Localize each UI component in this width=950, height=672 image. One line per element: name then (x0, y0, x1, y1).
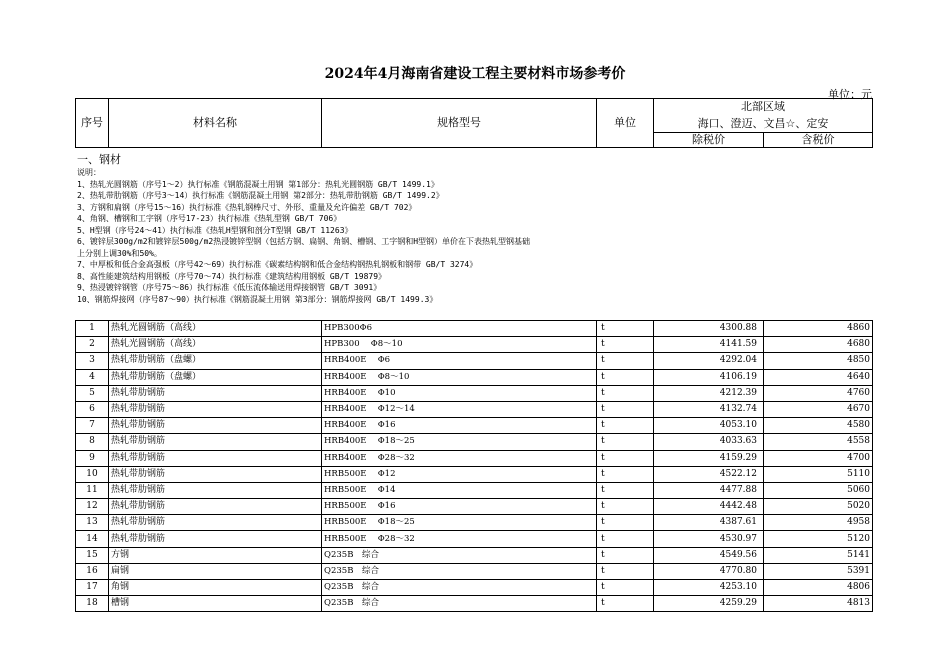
row-price-inc-tax: 5060 (764, 482, 873, 498)
row-spec: HRB400E Φ16 (322, 418, 597, 434)
row-price-inc-tax: 5141 (764, 547, 873, 563)
row-spec: HRB400E Φ28～32 (322, 450, 597, 466)
row-seq: 14 (76, 531, 109, 547)
row-unit: t (597, 418, 654, 434)
row-unit: t (597, 353, 654, 369)
header-seq: 序号 (76, 99, 109, 148)
note-line: 4、角钢、槽钢和工字钢（序号17-23）执行标准《热轧型钢 GB/T 706》 (77, 214, 342, 223)
row-name: 热轧带肋钢筋 (109, 418, 322, 434)
page-title: 2024年4月海南省建设工程主要材料市场参考价 (324, 66, 626, 82)
row-price-inc-tax: 4813 (764, 596, 873, 612)
row-price-inc-tax: 4806 (764, 580, 873, 596)
row-unit: t (597, 401, 654, 417)
row-seq: 11 (76, 482, 109, 498)
note-line: 6、镀锌层300g/m2和镀锌层500g/m2热浸镀锌型钢（包括方钢、扁钢、角钢、槽钢、工字钢和H型钢）单价在下表热轧型钢基础 (77, 237, 531, 246)
row-price-inc-tax: 4680 (764, 337, 873, 353)
row-seq: 9 (76, 450, 109, 466)
row-price-inc-tax: 4580 (764, 418, 873, 434)
row-spec: HRB400E Φ6 (322, 353, 597, 369)
row-unit: t (597, 385, 654, 401)
table-row (76, 401, 873, 417)
note-line: 10、钢筋焊接网（序号87～90）执行标准《钢筋混凝土用钢 第3部分：钢筋焊接网 GB/T 1499.3》 (77, 294, 438, 304)
price-table (75, 320, 873, 612)
row-name: 热轧光圆钢筋（高线） (109, 321, 322, 337)
header-region-cities: 海口、澄迈、文昌☆、定安 (654, 116, 873, 133)
notes-block (77, 167, 677, 305)
row-price-inc-tax: 4860 (764, 321, 873, 337)
row-seq: 7 (76, 418, 109, 434)
row-spec: HRB500E Φ16 (322, 499, 597, 515)
table-row (76, 580, 873, 596)
note-line: 1、热轧光圆钢筋（序号1～2）执行标准《钢筋混凝土用钢 第1部分：热轧光圆钢筋 GB/T 1499.1》 (77, 179, 439, 189)
row-spec: HRB500E Φ14 (322, 482, 597, 498)
row-spec: Q235B 综合 (322, 547, 597, 563)
header-price-ex-tax: 除税价 (654, 133, 764, 148)
table-row (76, 369, 873, 385)
row-price-ex-tax: 4159.29 (654, 450, 764, 466)
row-spec: HRB400E Φ12～14 (322, 401, 597, 417)
row-price-ex-tax: 4132.74 (654, 401, 764, 417)
table-row (76, 596, 873, 612)
price-table-body (76, 321, 873, 612)
row-price-ex-tax: 4292.04 (654, 353, 764, 369)
row-price-inc-tax: 5110 (764, 466, 873, 482)
row-price-ex-tax: 4530.97 (654, 531, 764, 547)
row-price-inc-tax: 4670 (764, 401, 873, 417)
table-row (76, 531, 873, 547)
row-seq: 13 (76, 515, 109, 531)
header-unit: 单位 (597, 99, 654, 148)
table-row (76, 434, 873, 450)
row-price-ex-tax: 4522.12 (654, 466, 764, 482)
row-seq: 6 (76, 401, 109, 417)
row-seq: 18 (76, 596, 109, 612)
header-spec: 规格型号 (322, 99, 597, 148)
row-price-ex-tax: 4300.88 (654, 321, 764, 337)
row-unit: t (597, 563, 654, 579)
table-row (76, 466, 873, 482)
row-unit: t (597, 321, 654, 337)
row-spec: HRB500E Φ28～32 (322, 531, 597, 547)
row-unit: t (597, 434, 654, 450)
row-price-ex-tax: 4106.19 (654, 369, 764, 385)
row-spec: HRB400E Φ10 (322, 385, 597, 401)
row-name: 热轧带肋钢筋 (109, 401, 322, 417)
row-seq: 10 (76, 466, 109, 482)
row-name: 角钢 (109, 580, 322, 596)
note-line: 上分别上调30%和50%。 (77, 248, 162, 258)
row-name: 热轧带肋钢筋 (109, 385, 322, 401)
row-price-inc-tax: 5120 (764, 531, 873, 547)
row-price-ex-tax: 4549.56 (654, 547, 764, 563)
row-spec: HRB400E Φ8～10 (322, 369, 597, 385)
table-row (76, 547, 873, 563)
table-row (76, 482, 873, 498)
row-name: 热轧带肋钢筋（盘螺） (109, 369, 322, 385)
note-line: 说明： (77, 168, 101, 177)
row-spec: HRB500E Φ12 (322, 466, 597, 482)
row-unit: t (597, 531, 654, 547)
row-name: 热轧带肋钢筋 (109, 466, 322, 482)
row-seq: 8 (76, 434, 109, 450)
row-price-ex-tax: 4253.10 (654, 580, 764, 596)
row-price-ex-tax: 4141.59 (654, 337, 764, 353)
row-price-ex-tax: 4442.48 (654, 499, 764, 515)
row-spec: Q235B 综合 (322, 563, 597, 579)
row-spec: HRB500E Φ18～25 (322, 515, 597, 531)
row-seq: 4 (76, 369, 109, 385)
table-row (76, 499, 873, 515)
table-row (76, 450, 873, 466)
unit-label: 单位：元 (828, 88, 872, 101)
row-unit: t (597, 596, 654, 612)
row-unit: t (597, 547, 654, 563)
note-line: 3、方钢和扁钢（序号15～16）执行标准《热轧钢棒尺寸、外形、重量及允许偏差 GB/T 702》 (77, 202, 417, 212)
row-spec: HPB300 Φ8～10 (322, 337, 597, 353)
row-price-inc-tax: 4700 (764, 450, 873, 466)
note-line: 7、中厚板和低合金高强板（序号42～69）执行标准《碳素结构钢和低合金结构钢热轧钢板和钢带 GB/T 3274》 (77, 260, 478, 269)
row-seq: 3 (76, 353, 109, 369)
row-seq: 2 (76, 337, 109, 353)
section-title: 一、钢材 (77, 153, 121, 166)
header-name: 材料名称 (109, 99, 322, 148)
row-price-ex-tax: 4387.61 (654, 515, 764, 531)
table-header (75, 98, 873, 148)
table-row (76, 385, 873, 401)
note-line: 8、高性能建筑结构用钢板（序号70～74）执行标准《建筑结构用钢板 GB/T 19879》 (77, 271, 387, 281)
row-price-inc-tax: 4640 (764, 369, 873, 385)
row-price-ex-tax: 4770.80 (654, 563, 764, 579)
row-price-ex-tax: 4053.10 (654, 418, 764, 434)
row-name: 热轧带肋钢筋 (109, 515, 322, 531)
note-line: 9、热浸镀锌钢管（序号75～86）执行标准《低压流体输送用焊接钢管 GB/T 3091》 (77, 283, 382, 292)
row-name: 热轧带肋钢筋 (109, 482, 322, 498)
row-name: 热轧带肋钢筋 (109, 531, 322, 547)
row-price-ex-tax: 4212.39 (654, 385, 764, 401)
header-region: 北部区域 (654, 99, 873, 116)
row-price-inc-tax: 5020 (764, 499, 873, 515)
row-name: 槽钢 (109, 596, 322, 612)
row-price-ex-tax: 4477.88 (654, 482, 764, 498)
row-unit: t (597, 450, 654, 466)
row-price-ex-tax: 4259.29 (654, 596, 764, 612)
row-name: 热轧光圆钢筋（高线） (109, 337, 322, 353)
row-seq: 12 (76, 499, 109, 515)
table-row (76, 418, 873, 434)
row-spec: HRB400E Φ18～25 (322, 434, 597, 450)
row-price-inc-tax: 4558 (764, 434, 873, 450)
note-line: 5、H型钢（序号24～41）执行标准《热轧H型钢和剖分T型钢 GB/T 11263》 (77, 225, 353, 235)
row-unit: t (597, 466, 654, 482)
row-unit: t (597, 482, 654, 498)
row-price-inc-tax: 5391 (764, 563, 873, 579)
row-name: 方钢 (109, 547, 322, 563)
row-seq: 1 (76, 321, 109, 337)
row-spec: Q235B 综合 (322, 596, 597, 612)
row-unit: t (597, 580, 654, 596)
row-price-ex-tax: 4033.63 (654, 434, 764, 450)
header-price-inc-tax: 含税价 (764, 133, 873, 148)
table-row (76, 515, 873, 531)
row-spec: HPB300Φ6 (322, 321, 597, 337)
row-name: 热轧带肋钢筋（盘螺） (109, 353, 322, 369)
table-row (76, 563, 873, 579)
note-line: 2、热轧带肋钢筋（序号3～14）执行标准《钢筋混凝土用钢 第2部分：热轧带肋钢筋 GB/T 1499.2》 (77, 191, 444, 200)
row-spec: Q235B 综合 (322, 580, 597, 596)
row-unit: t (597, 369, 654, 385)
row-seq: 5 (76, 385, 109, 401)
table-row (76, 321, 873, 337)
row-seq: 16 (76, 563, 109, 579)
row-unit: t (597, 499, 654, 515)
row-seq: 15 (76, 547, 109, 563)
row-price-inc-tax: 4760 (764, 385, 873, 401)
row-price-inc-tax: 4958 (764, 515, 873, 531)
table-row (76, 353, 873, 369)
row-seq: 17 (76, 580, 109, 596)
row-price-inc-tax: 4850 (764, 353, 873, 369)
row-name: 扁钢 (109, 563, 322, 579)
row-name: 热轧带肋钢筋 (109, 434, 322, 450)
table-row (76, 337, 873, 353)
row-unit: t (597, 515, 654, 531)
row-name: 热轧带肋钢筋 (109, 450, 322, 466)
row-unit: t (597, 337, 654, 353)
row-name: 热轧带肋钢筋 (109, 499, 322, 515)
